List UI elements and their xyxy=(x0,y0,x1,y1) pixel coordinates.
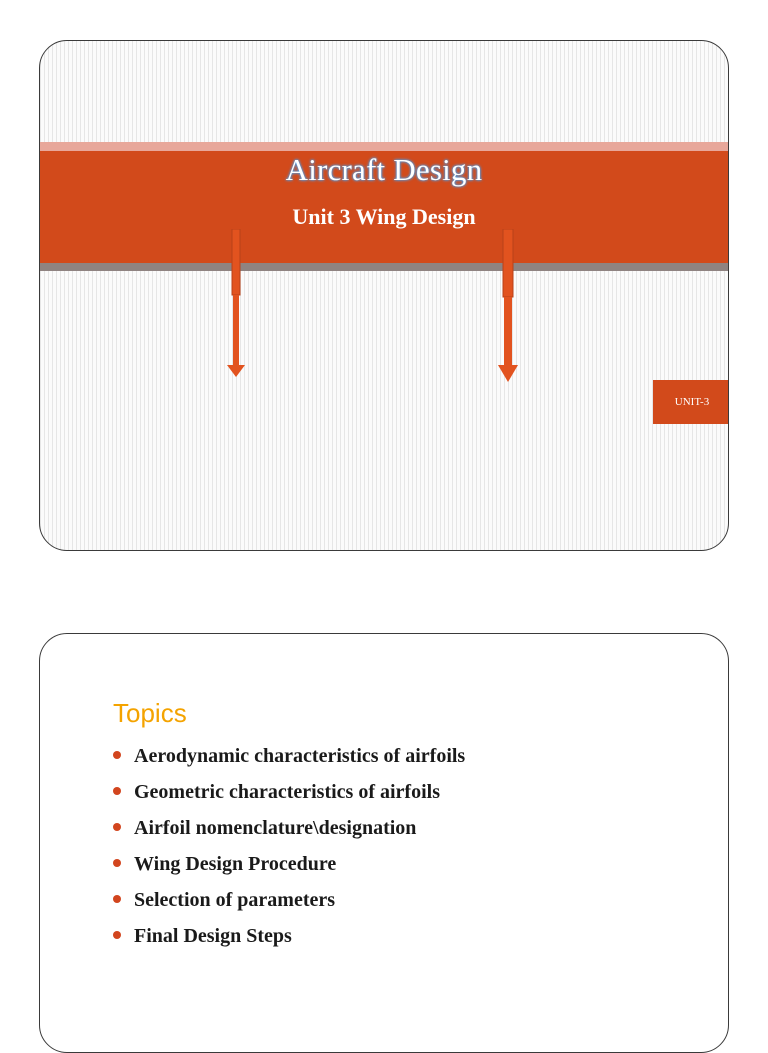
bullet-icon xyxy=(113,823,121,831)
bullet-icon xyxy=(113,895,121,903)
slide-subtitle: Unit 3 Wing Design xyxy=(292,204,476,229)
bullet-icon xyxy=(113,751,121,759)
list-item-text: Selection of parameters xyxy=(134,889,336,911)
list-item-text: Geometric characteristics of airfoils xyxy=(134,781,440,803)
slide-title: Aircraft Design xyxy=(285,152,483,187)
list-item-text: Final Design Steps xyxy=(134,925,292,947)
list-item xyxy=(113,813,465,849)
down-arrow-icon xyxy=(221,229,251,379)
list-item xyxy=(113,885,465,921)
list-item-text: Wing Design Procedure xyxy=(134,853,337,875)
list-item xyxy=(113,921,465,957)
down-arrow-icon xyxy=(493,229,523,383)
list-item xyxy=(113,849,465,885)
topic-list xyxy=(113,741,465,957)
list-item-text: Aerodynamic characteristics of airfoils xyxy=(134,745,466,767)
bullet-icon xyxy=(113,787,121,795)
list-item xyxy=(113,777,465,813)
list-item-text: Airfoil nomenclature\designation xyxy=(134,817,417,839)
topics-slide xyxy=(39,633,729,1053)
list-item xyxy=(113,741,465,777)
title-slide xyxy=(39,40,729,551)
unit-badge: UNIT-3 xyxy=(653,380,729,424)
title-band-top-stripe xyxy=(40,142,728,151)
bullet-icon xyxy=(113,931,121,939)
title-band-bottom-stripe xyxy=(40,263,728,271)
bullet-icon xyxy=(113,859,121,867)
topics-heading: Topics xyxy=(113,698,187,728)
